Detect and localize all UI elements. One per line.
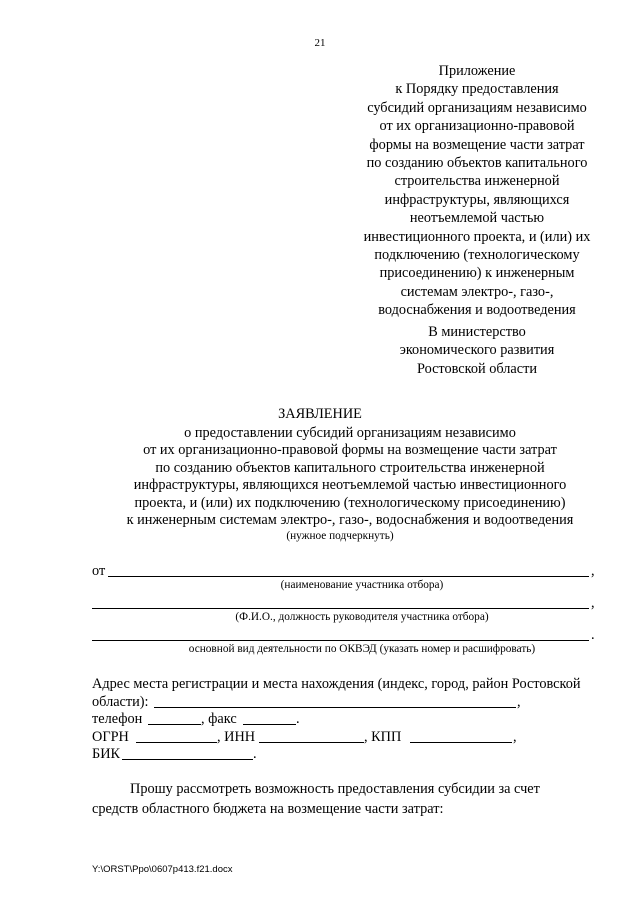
appendix-line: инфраструктуры, являющихся bbox=[384, 191, 570, 208]
appendix-line: присоединению) к инженерным bbox=[379, 265, 575, 282]
appendix-line: формы на возмещение части затрат bbox=[369, 136, 585, 153]
subtitle-line: от их организационно-правовой формы на возмещение части затрат bbox=[143, 442, 557, 459]
appendix-line: к Порядку предоставления bbox=[395, 81, 559, 98]
appendix-line: системам электро-, газо-, bbox=[400, 283, 554, 300]
address-field[interactable] bbox=[154, 707, 516, 708]
appendix-line: подключению (технологическому bbox=[374, 247, 580, 264]
address-label: Адрес места регистрации и места нахождения (индекс, город, район Ростовской bbox=[92, 676, 581, 692]
period: . bbox=[296, 711, 300, 727]
file-path-footer: Y:\ORST\Ppo\0607p413.f21.docx bbox=[92, 864, 233, 875]
appendix-line: субсидий организациям независимо bbox=[367, 99, 587, 116]
okved-caption: основной вид деятельности по ОКВЭД (указать номер и расшифровать) bbox=[188, 643, 536, 655]
underline-hint: (нужное подчеркнуть) bbox=[286, 530, 394, 542]
comma: , bbox=[591, 563, 595, 579]
kpp-label: , КПП bbox=[364, 729, 402, 745]
address-region-label: области): bbox=[92, 694, 149, 710]
addressee bbox=[352, 323, 602, 378]
ogrn-label: ОГРН bbox=[92, 729, 129, 745]
appendix-line: неотъемлемой частью bbox=[409, 210, 545, 227]
head-caption: (Ф.И.О., должность руководителя участника отбора) bbox=[235, 611, 489, 623]
ogrn-field[interactable] bbox=[136, 742, 217, 743]
document-subtitle bbox=[60, 425, 640, 529]
from-label: от bbox=[92, 563, 106, 579]
period: . bbox=[253, 746, 257, 762]
comma: , bbox=[513, 729, 517, 745]
fax-label: , факс bbox=[201, 711, 237, 727]
subtitle-line: инфраструктуры, являющихся неотъемлемой частью инвестиционного bbox=[133, 477, 567, 494]
participant-caption: (наименование участника отбора) bbox=[280, 579, 444, 591]
request-line: средств областного бюджета на возмещение части затрат: bbox=[92, 801, 444, 817]
subtitle-line: о предоставлении субсидий организациям независимо bbox=[184, 425, 516, 441]
phone-field[interactable] bbox=[148, 724, 201, 725]
appendix-line: Приложение bbox=[438, 63, 516, 79]
okved-field[interactable] bbox=[92, 640, 589, 641]
addressee-line: Ростовской области bbox=[416, 360, 538, 377]
request-line: Прошу рассмотреть возможность предоставления субсидии за счет bbox=[130, 781, 540, 797]
appendix-line: по созданию объектов капитального bbox=[366, 155, 588, 172]
appendix-line: инвестиционного проекта, и (или) их bbox=[363, 228, 591, 245]
bik-field[interactable] bbox=[122, 759, 253, 760]
period: . bbox=[591, 627, 595, 643]
participant-name-field[interactable] bbox=[108, 576, 589, 577]
subtitle-line: по созданию объектов капитального строительства инженерной bbox=[155, 459, 545, 476]
subtitle-line: к инженерным системам электро-, газо-, водоснабжения и водоотведения bbox=[126, 512, 574, 529]
appendix-line: от их организационно-правовой bbox=[379, 118, 575, 135]
appendix-line: строительства инженерной bbox=[394, 173, 560, 190]
appendix-heading bbox=[352, 62, 602, 320]
subtitle-line: проекта, и (или) их подключению (технологическому присоединению) bbox=[134, 494, 566, 511]
inn-label: , ИНН bbox=[217, 729, 256, 745]
comma: , bbox=[591, 595, 595, 611]
document-title: ЗАЯВЛЕНИЕ bbox=[278, 406, 362, 422]
phone-label: телефон bbox=[92, 711, 143, 727]
addressee-line: В министерство bbox=[428, 324, 526, 340]
addressee-line: экономического развития bbox=[399, 342, 555, 359]
head-name-field[interactable] bbox=[92, 608, 589, 609]
fax-field[interactable] bbox=[243, 724, 296, 725]
comma: , bbox=[517, 694, 521, 710]
appendix-line: водоснабжения и водоотведения bbox=[378, 302, 576, 319]
kpp-field[interactable] bbox=[410, 742, 512, 743]
page-number: 21 bbox=[314, 37, 326, 49]
bik-label: БИК bbox=[92, 746, 121, 762]
inn-field[interactable] bbox=[259, 742, 364, 743]
